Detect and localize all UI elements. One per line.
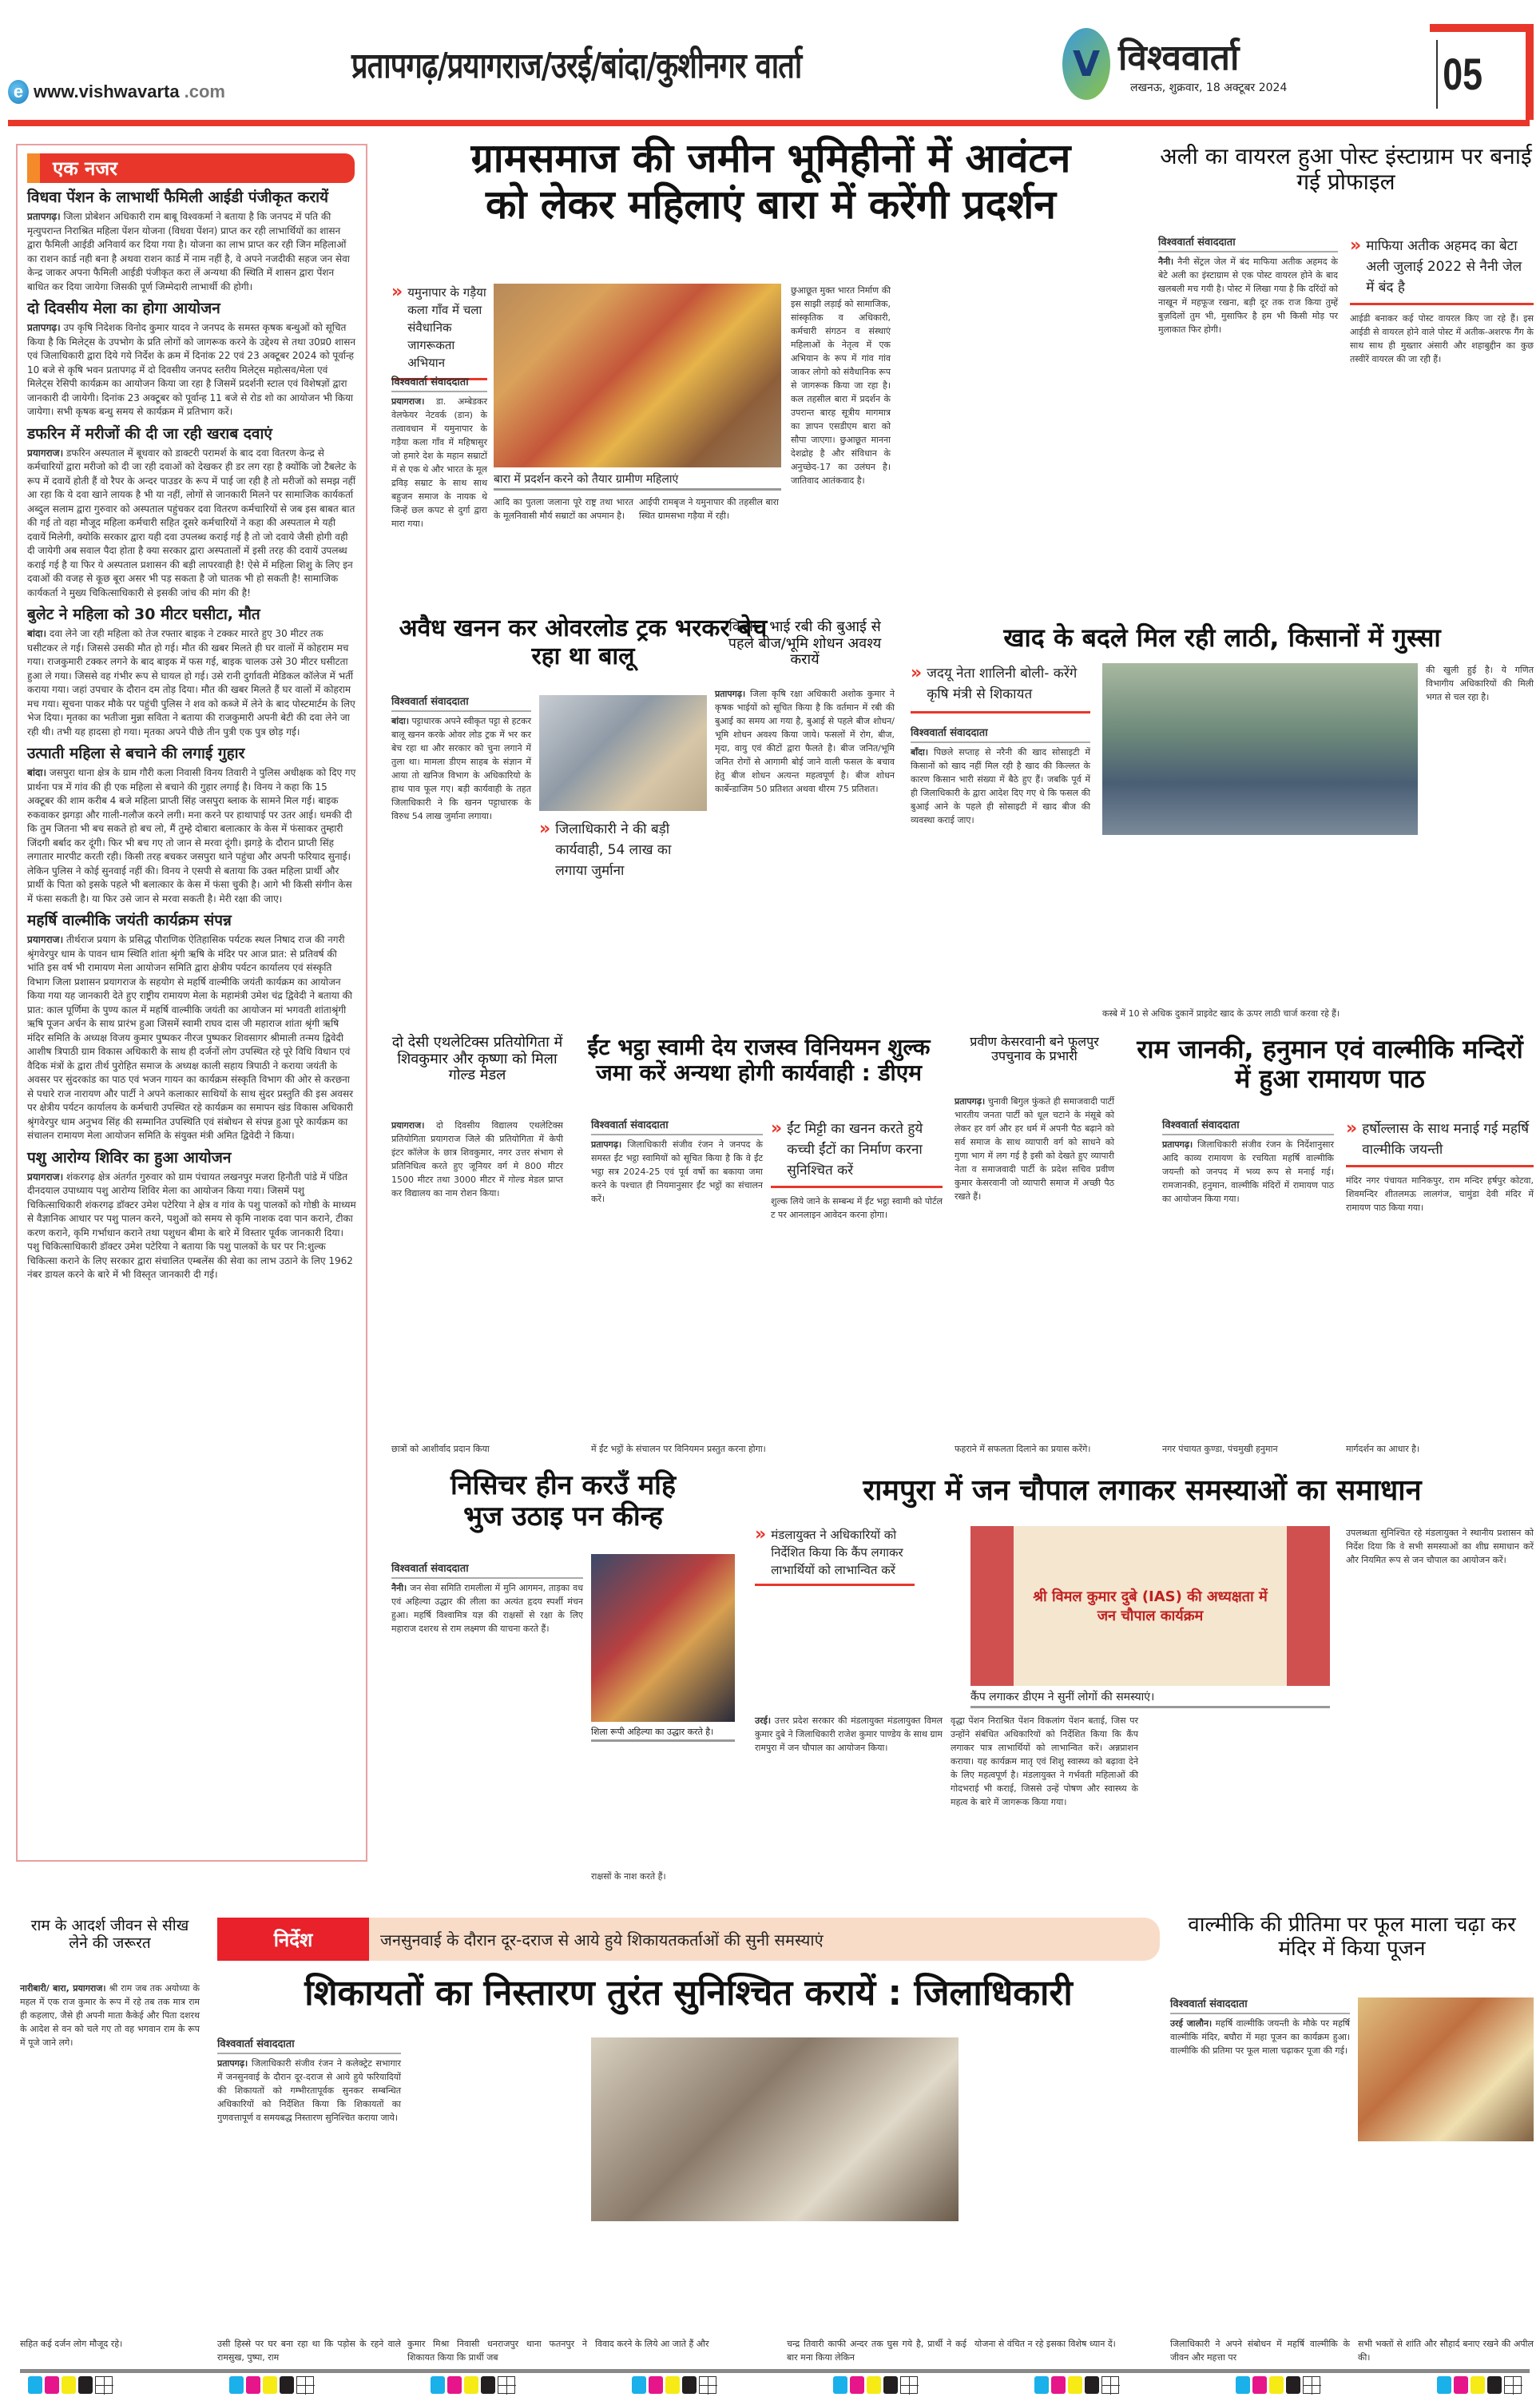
rampura-subhead-text: मंडलायुक्त ने अधिकारियों को निर्देशित किया कि कैंप लगाकर लाभार्थियों को लाभान्वित करें	[771, 1528, 903, 1577]
farmer-headline: किसान भाई रबी की बुआई से पहले बीज/भूमि शोधन अवश्य करायें	[728, 618, 882, 669]
lead-body-col3: छुआछूत मुक्त भारत निर्माण की इस साझी लड़ाई को सामाजिक, सांस्कृतिक व अधिकारी, कर्मचारी संगठन व संस्थाएं महिलाओं के नेतृत्व में एक अभियान के रूप में गांव गांव जाकर लोगो को संवैधानिक रूप से जागरूक किया जा रहा है। कल तहसील बारा में प्रदर्शन के उपरान्त बारह सूत्रीय मागमात्र का ज्ञापन एसडीएम बारा को सौपा जाएगा। छुआछूत मानना देशद्रोह है और संविधान के अनुच्छेद-17 का उलंघन है। जातिवाद आतंकवाद है।	[791, 285, 891, 486]
cmyk-mark	[431, 2377, 515, 2393]
brief-body: जसपुरा थाना क्षेत्र के ग्राम गौरी कला निवासी विनय तिवारी ने पुलिस अधीक्षक को दिए गए प्रार्थना पत्र में गांव की ही एक महिला से बचाने की गुहार लगाई है। विनय ने कहा कि 15 अक्टूबर की शाम करीब 4 बजे महिला प्राप्ती सिंह जसपुरा ब्लाक के सामने मिल गई। बाइक रुकवाकर झगड़ा और गाली-गलौज करने लगी। मना करने पर हाथापाई पर उतर आई। धमकी दी कि तुम जितना भी बच सकते हो बच लो, मैं तुम्हे दोबारा बलात्कार के केस में फंसाकर तुम्हारी जिंदगी बर्बाद कर दूंगी। फिर भी बच गए तो जान से मरवा दूंगी। झगड़े के दौरान प्राप्ती सिंह लगातार मारपीट करती रही। किसी तरह बचकर जसपुरा थाने पहुंचा और अपनी फरियाद सुनाई। लेकिन पुलिस ने कोई सुनवाई नहीं की। विनय ने एसपी से बताया कि उक्त महिला प्रार्थी और प्रार्थी के पिता को इसके पहले भी बलात्कार के केस में फंसा चुकी है। आगे भी किसी संगीन केस में फंसा सकती है। या फिर उसे जान से मरवा सकती है। मेरी रक्षा की जाए।	[27, 767, 356, 904]
body-text: पट्टाधारक अपने स्वीकृत पट्टा से हटकर बालू खनन करके ओवर लोड ट्रक में भर कर बेच रहा था और सरकार को चुना लगाने में तुला था। मामला डीएम साहब के संज्ञान में आया तो खनिज विभाग के अधिकारियो के हाथ पाव फूल गए। बड़ी कार्यवाही के तहत जिलाधिकारी ने कि खनन पट्टाधारक के विरुध 54 लाख जुर्माना लगाया।	[391, 716, 531, 821]
brief-story	[27, 299, 356, 419]
complaints-footer1: उसी हिस्से पर घर बना रहा था कि पड़ोस के रहने वाले रामसुख, पुष्पा, राम	[217, 2339, 401, 2363]
nirdesh-tag: निर्देश	[217, 1918, 369, 1961]
complaints-footer4: चन्द्र तिवारी काफी अन्दर तक घुस गये है, प्रार्थी ने कई बार मना किया लेकिन	[787, 2339, 966, 2363]
byline: विश्ववार्ता संवाददाता	[391, 695, 531, 712]
ramayan-body2: मंदिर नगर पंचायत मानिकपुर, राम मन्दिर हर्षपुर कोटवा, शिवमन्दिर शीतलमऊ लालगंज, चामुंडा देवी मंदिर में रामायण पाठ किया गया।	[1346, 1175, 1534, 1213]
chevron-right-icon: »	[755, 1524, 767, 1544]
registration-mark-icon	[498, 2376, 515, 2394]
nisichar-footer1: राक्षसों के नाश करते हैं।	[591, 1871, 666, 1882]
nirdesh-banner	[217, 1918, 1160, 1961]
chevron-right-icon: »	[771, 1119, 783, 1139]
ramayan-subhead-text: हर्षोल्लास के साथ मनाई गई महर्षि वाल्मीकि जयन्ती	[1362, 1121, 1530, 1158]
dateline: प्रतापगढ़।	[715, 689, 746, 699]
registration-mark-icon	[1303, 2376, 1320, 2394]
valmiki-pujan-footer2: सभी भक्तों से शांति और सौहार्द बनाए रखने की अपील की।	[1358, 2339, 1534, 2363]
fertilizer-headline: खाद के बदले मिल रही लाठी, किसानों में गुस्सा	[1003, 622, 1441, 653]
page-number-divider	[1436, 40, 1438, 109]
lead-photo	[494, 284, 781, 467]
ram-adarsh-footer: सहित कई दर्जन लोग मौजूद रहे।	[20, 2339, 123, 2349]
brief-story	[27, 188, 356, 294]
brief-headline: उत्पाती महिला से बचाने की लगाई गुहार	[27, 745, 245, 762]
lead-body-bottom2: आईपी रामबृज ने यमुनापार की तहसील बारा स्थित ग्रामसभा गड़ैया में रही।	[639, 497, 779, 521]
rampura-subhead	[755, 1526, 915, 1586]
chevron-right-icon: »	[539, 819, 551, 839]
mining-photo	[539, 695, 707, 811]
dateline: नैनी।	[391, 1583, 407, 1593]
dateline: प्रतापगढ़।	[1162, 1139, 1193, 1150]
praveen-footer: फहराने में सफलता दिलाने का प्रयास करेंगे।	[955, 1444, 1091, 1454]
fertilizer-body2: की खुली हुई है। ये गणित विभागीय अधिकारियों की मिली भगत से चल रहा है।	[1426, 665, 1534, 702]
lead-subhead	[391, 284, 487, 380]
ramayan-footer1: नगर पंचायत कुण्डा, पंचमुखी हनुमान	[1162, 1444, 1278, 1454]
body-text: दो दिवसीय विद्यालय एथलेटिक्स प्रतियोगिता प्रयागराज जिले की प्रतियोगिता में केपी इंटर कॉलेज के छात्र शिवकुमार, नगर उत्तर संभाग से प्रतिनिधित्व करते हुए जूनियर वर्ग मे 800 मीटर 1500 मीटर तथा 3000 मीटर में गोल्ड मेडल प्राप्त कर विद्यालय का नाम रोशन किया।	[391, 1120, 563, 1199]
brief-headline: दो दिवसीय मेला का होगा आयोजन	[27, 300, 220, 317]
mining-subhead	[539, 819, 707, 881]
ek-nazar-box	[16, 144, 367, 1862]
brief-dateline: प्रयागराज।	[27, 934, 64, 945]
nisichar-story-body	[391, 1562, 583, 1636]
registration-mark-icon	[900, 2376, 918, 2394]
brief-headline: विधवा पेंशन के लाभार्थी फैमिली आईडी पंजीकृत करायें	[27, 189, 329, 206]
praveen-story-body	[955, 1095, 1114, 1203]
fertilizer-subhead	[911, 663, 1090, 714]
cmyk-mark	[1236, 2377, 1320, 2393]
complaints-footer3: विवाद करने के लिये आ जाते हैं और	[595, 2339, 709, 2349]
cmyk-mark	[229, 2377, 314, 2393]
brief-story	[27, 744, 356, 906]
dateline: उरई।	[755, 1715, 772, 1726]
nisichar-photo-caption: शिला रूपी अहिल्या का उद्धार करते है।	[591, 1724, 735, 1742]
chevron-right-icon: »	[911, 663, 923, 683]
dateline: नारीबारी/ बारा, प्रयागराज।	[20, 1983, 106, 1994]
rampura-photo-banner: श्री विमल कुमार दुबे (IAS) की अध्यक्षता में जन चौपाल कार्यक्रम	[1033, 1588, 1268, 1624]
dateline: बांदा।	[391, 716, 409, 726]
lead-photo-caption: बारा में प्रदर्शन करने को तैयार ग्रामीण महिलाएं	[494, 470, 781, 491]
dateline: प्रयागराज।	[391, 396, 425, 407]
brief-headline: डफरिन में मरीजों की दी जा रही खराब दवाएं	[27, 424, 272, 443]
fertilizer-photo	[1102, 663, 1418, 835]
nisichar-headline	[391, 1470, 735, 1532]
brief-dateline: प्रयागराज।	[27, 447, 64, 459]
fertilizer-subhead-text: जदयू नेता शालिनी बोली- करेंगे कृषि मंत्री से शिकायत	[927, 666, 1078, 702]
byline: विश्ववार्ता संवाददाता	[391, 376, 487, 392]
cmyk-mark	[1034, 2377, 1119, 2393]
ramayan-footer2: मार्गदर्शन का आधार है।	[1346, 1444, 1420, 1454]
ramayan-story-body	[1162, 1119, 1334, 1206]
issue-dateline: लखनऊ, शुक्रवार, 18 अक्टूबर 2024	[1130, 81, 1288, 94]
rampura-body3: उपलब्धता सुनिश्चित रहे मंडलायुक्त ने स्थानीय प्रशासन को निर्देश दिया कि वे सभी समस्याओं का शीघ्र समाधान करें और नियमित रूप से जन चौपाल का आयोजन करें।	[1346, 1528, 1534, 1565]
body-text: पिछले सप्ताह से नरैनी की खाद सोसाइटी में किसानों को खाद नहीं मिल रही है खाद की किल्लत के कारण किसान भारी संख्या में बैठे हुए हैं। जबकि पूर्व में ही जिलाधिकारी के द्वारा आदेश दिए गए थे कि फसल की बुआई आने के पहले ही सोसाइटी में खाद बीज की व्यवस्था कराई जाए।	[911, 747, 1091, 825]
byline: विश्ववार्ता संवाददाता	[591, 1119, 763, 1135]
complaints-footer5: योजना से वंचित न रहे इसका विशेष ध्यान दें।	[974, 2339, 1116, 2349]
rampura-headline: रामपुरा में जन चौपाल लगाकर समस्याओं का समाधान	[863, 1474, 1422, 1507]
brief-body: दवा लेने जा रही महिला को तेज रफ्तार बाइक ने टक्कर मारते हुए 30 मीटर तक घसीटकर ले गई। जिससे उसकी मौत हो गई। मौत की खबर मिलते ही घर वालों में कोहराम मच गया। राजकुमारी टक्कर लगने के बाद बाइक में फस गई, बाइक चालक उसे 30 मीटर घसीटता हुआ ले गया। जिससे वह गंभीर रूप से घायल हो गई। उसे रानी दुर्गावती मेडिकल कॉलेज में भर्ती कराया गया। जहां उपचार के दौरान दम तोड़ दिया। मौत की खबर मिलते हैं घर वालों में कोहराम मच गया। सूचना पाकर मौके पर पहुंची पुलिस ने शव को कब्जे में लेने के बाद पोस्टमार्टम के लिए भेज दिया। मृतका का भतीजा मुन्ना सविता ने बताया की राजकुमारी अपनी बेटी की दवा लेने जा रही थी। तभी यह हादसा हो गया। मृतका अपने पीछे तीन पुत्री एक पुत्र छोड़ गई।	[27, 628, 355, 737]
athletics-headline: दो देसी एथलेटिक्स प्रतियोगिता में शिवकुमार और कृष्णा को मिला गोल्ड मेडल	[391, 1034, 563, 1084]
rampura-body2: वृद्धा पेंशन निराश्रित पेंशन विकलांग पेंशन बताई, जिस पर उन्होंने संबंधित अधिकारियों को निर्देशित किया कि कैंप लगाकर पात्र लाभार्थियों को लाभान्वित करें। अन्नप्राशन कराया। यह कार्यक्रम मातृ एवं शिशु स्वास्थ्य को बढ़ावा देने के लिए महत्वपूर्ण है। मंडलायुक्त ने गर्भवती महिलाओं की गोदभराई भी कराई, जिससे उन्हें पोषण और स्वास्थ्य के महत्व के बारे में जागरूक किया गया।	[951, 1715, 1138, 1807]
ali-headline: अली का वायरल हुआ पोस्ट इंस्टाग्राम पर बनाई गई प्रोफाइल	[1160, 143, 1532, 196]
dateline: नैनी।	[1158, 256, 1174, 267]
ram-adarsh-body	[20, 1982, 200, 2049]
brief-dateline: बांदा।	[27, 767, 46, 778]
website-link[interactable]	[8, 80, 225, 104]
nisichar-headline-line2: भुज उठाइ पन कीन्ह	[463, 1501, 663, 1533]
ramayan-headline: राम जानकी, हनुमान एवं वाल्मीकि मन्दिरों में हुआ रामायण पाठ	[1137, 1034, 1523, 1094]
browser-e-icon: e	[8, 80, 29, 104]
brief-body: शंकरगढ़ क्षेत्र अंतर्गत गुरुवार को ग्राम पंचायत लखनपुर मजरा हिनौती पांडे में पंडित दीनदयाल उपाध्याय पशु आरोग्य शिविर मेला का आयोजन किया गया। जिसमें पशु चिकित्साधिकारी शंकरगढ़ डॉक्टर उमेश पटेरिया ने क्षेत्र व गांव के पशु पालकों को गोष्ठी के माध्यम से वैज्ञानिक आधार पर पशु पालन करने, पशुओं को समय से कृमि नाशक दवा पान कराने, टीका करण कराने, कृमि गर्भाधान कराने तथा पशुधन बीमा के बारे में विस्तार पूर्वक जानकारी दिया। पशु चिकित्साधिकारी डॉक्टर उमेश पटेरिया ने बताया कि पशु पालकों के घर पर नि:शुल्क चिकित्सा कराने के लिए सरकार द्वारा संचालित एम्बलेंस की सेवा का लाभ उठाने के लिए 1962 नंबर डायल करने के बारे में भी विस्तृत जानकारी दी गई।	[27, 1171, 356, 1280]
brief-dateline: बांदा।	[27, 628, 46, 639]
ram-adarsh-headline: राम के आदर्श जीवन से सीख लेने की जरूरत	[30, 1917, 189, 1952]
chevron-right-icon: »	[1346, 1119, 1358, 1139]
valmiki-pujan-headline: वाल्मीकि की प्रीतिमा पर फूल माला चढ़ा कर मंदिर में किया पूजन	[1188, 1913, 1516, 1961]
byline: विश्ववार्ता संवाददाता	[1170, 1998, 1350, 2014]
ali-story-side	[1350, 236, 1534, 366]
brief-body: जिला प्रोबेशन अधिकारी राम बाबू विश्वकर्मा ने बताया है कि जनपद में पति की मृत्युपरान्त निराश्रित महिला पेंशन योजना (विधवा पेंशन) प्राप्त कर रही लाभार्थियों का शासन द्वारा फैमिली आईडी अनिवार्य कर दिया गया है। योजना का लाभ प्राप्त कर रही जिन महिलाओं का राशन कार्ड नही बना है अथवा राशन कार्ड में नाम नहीं है, वे अपने नजदीकी सहज जन सेवा केन्द्र जाकर अपना फैमिली आईडी पंजीकृत करा लें अन्यथा की स्थिति में शासन द्वारा पेंशन बाधित कर दिया जायेगा जिसकी पूर्ण जिम्मेदारी लाभार्थी की होगी।	[27, 211, 350, 292]
mining-headline: अवैध खनन कर ओवरलोड ट्रक भरकर बेच रहा था बालू	[399, 614, 768, 670]
cmyk-mark	[632, 2377, 716, 2393]
page-number: 05	[1443, 49, 1483, 99]
ramayan-story-side	[1346, 1119, 1534, 1214]
body-text: जिलाधिकारी संजीव रंजन ने जनपद के समस्त ईंट भट्ठा स्वामियों को सूचित किया है कि वे ईंट भट्ठा सत्र 2024-25 एवं पूर्व वर्षो का बकाया जमा करने के पश्चात ही नियमानुसार ईंट भट्ठों का संचालन करें।	[591, 1139, 763, 1204]
brick-story-body	[591, 1119, 763, 1206]
byline: विश्ववार्ता संवाददाता	[911, 726, 1090, 743]
fertilizer-story-body	[911, 726, 1090, 827]
valmiki-pujan-footer1: जिलाधिकारी ने अपने संबोधन में महर्षि वाल्मीकि के जीवन और महत्ता पर	[1170, 2339, 1350, 2363]
complaints-footer2: कुमार मिश्रा निवासी धनराजपुर थाना फतनपुर ने शिकायत किया कि प्रार्थी जब	[407, 2339, 587, 2363]
fertilizer-story-side	[911, 663, 1090, 827]
dateline: बाँदा।	[911, 747, 928, 757]
mining-subhead-text: जिलाधिकारी ने की बड़ी कार्यवाही, 54 लाख का लगाया जुर्माना	[555, 821, 672, 879]
header-rule	[8, 120, 1530, 126]
lead-headline-line2: को लेकर महिलाएं बारा में करेंगी प्रदर्शन	[486, 181, 1056, 228]
cmyk-mark	[28, 2377, 113, 2393]
byline: विश्ववार्ता संवाददाता	[217, 2037, 401, 2054]
lead-subhead-text: यमुनापार के गड़ैया कला गाँव में चला संवैधानिक जागरूकता अभियान	[407, 285, 486, 370]
brief-headline: पशु आरोग्य शिविर का हुआ आयोजन	[27, 1148, 232, 1167]
nisichar-photo	[591, 1554, 735, 1722]
nisichar-headline-line1: निसिचर हीन करउँ महि	[450, 1469, 677, 1501]
body-text: जन सेवा समिति रामलीला में मुनि आगमन, ताड़का वध एवं अहिल्या उद्धार की लीला का अत्यंत हृदय स्पर्शी मंचन हुआ। महर्षि विश्वामित्र यज्ञ की राक्षसों से रक्षा के लिए महाराज दशरथ से राम लक्ष्मण की याचना करते हैं।	[391, 1583, 583, 1634]
ali-story-body	[1158, 236, 1338, 336]
brief-body: डफरिन अस्पताल में बूधवार को डाक्टरी परामर्श के बाद दवा वितरण केन्द्र से कर्मचारियों द्वारा मरीजो को दी जा रही दवाओं को देखकर ही डर लग रहा है क्योंकि जो टैबलेट के रूप में दवायें होती हैं वो रैपर के अन्दर पाउडर के रूप में पाई जा रही है तो मरीजों को समझ नहीं आ रहा कि ये दवा खाने लायक है भी या नहीं, लोगों से जानकारी मिलने पर सामाजिक कार्यकर्ता अब्दुल सलाम द्वारा गुरुवार को अस्पताल पहुंचकर दवा वितरण कर्मचारियों से जब इस बाबत बात की गई तो वहा मौजूद महिला कर्मचारी सहित दूसरे कर्मचारियों ने कहा की अस्पताल मे यही दवायें मिलेगी, क्योकि सरकार द्वारा यही दवा उपलब्ध कराई गई है तो जो दवाये जैसी होगी वही दी जायेगी अब सवाल पैदा होता है क्या सरकार द्वारा अस्पतालों में इसी तरह की दवायें उपलब्ध कराई गई है या फिर ये अस्पताल प्रशासन की बड़ी लापरवाही है! ऐसे में महिला शिशु के लिए इन दवाओं की वजह से कूछ बूरा असर भी पड़ सकता है जो घातक भी हो सकती है! सामाजिक कार्यकर्ता ने मुख्य चिकित्साधिकारी से इसकी जांच की मांग की है!	[27, 447, 356, 598]
athletics-footer: छात्रों को आशीर्वाद प्रदान किया	[391, 1444, 490, 1454]
brief-story	[27, 911, 356, 1143]
body-text: उत्तर प्रदेश सरकार की मंडलायुक्त मंडलायुक्त विमल कुमार दुबे ने जिलाधिकारी राजेश कुमार पाण्डेय के साथ ग्राम रामपुरा में जन चौपाल का आयोजन किया।	[755, 1715, 943, 1753]
dateline: प्रतापगढ़।	[591, 1139, 622, 1150]
body-text: नैनी सेंट्रल जेल में बंद माफिया अतीक अहमद के बेटे अली का इंस्टाग्राम से एक पोस्ट वायरल होने के बाद खलबली मच गयी है। पोस्ट में लिखा गया है कि दरिंदों को नाखून में महफूज रखना, बड़ी दूर तक राज किया तुम्हें बुज़दिलों तुम भी, मुसाफिर है हम भी किसी मोड़ पर मुलाकात फिर होगी।	[1158, 256, 1339, 335]
body-text: चुनावी बिगुल फुंकते ही समाजवादी पार्टी भारतीय जनता पार्टी को धूल चटाने के मंसूबे को लेकर हर वर्ग और हर धर्म में अपनी पैठ बढ़ाने को सर्व समाज के साथ व्यापारी वर्ग को साधने को गुणा भाग में लग गई है इसी को देखते हुए व्यापारी नेता व समाजवादी पार्टी के प्रदेश सचिव प्रवीण कुमार केसरवानी जो व्यापारी समाज में अच्छी पैठ रखते हैं।	[955, 1096, 1114, 1202]
brand-name: विश्ववार्ता	[1118, 38, 1240, 78]
dateline: उरई जालौन।	[1170, 2018, 1213, 2029]
lead-headline	[391, 136, 1150, 228]
brand-logo-icon: V	[1062, 28, 1110, 100]
registration-mark-icon	[1101, 2376, 1119, 2394]
brief-story	[27, 605, 356, 739]
mining-story-body	[391, 695, 531, 823]
chevron-right-icon: »	[1350, 236, 1362, 256]
body-text: डा. अम्बेडकर वेलफेयर नेटवर्क (डान) के तत्वावधान में यमुनापार के गड़ैया कला गाँव में महिषासुर जो हमारे देश के महान सम्राटों में से एक थे और भारत के मूल द्रविड़ सम्राट के साथ साथ बहुजन समाज के नायक थे जिन्हें छल कपट से दुर्गा द्वारा मारा गया।	[391, 396, 487, 529]
complaints-story-body	[217, 2037, 401, 2125]
body-text: जिला कृषि रक्षा अधिकारी अशोक कुमार ने कृषक भाईयों को सूचित किया है कि वर्तमान में रबी की बुआई का समय आ गया है, बुआई से पहले बीज शोधन/भूमि शोधन अवश्य किया जाये। फसलों में रोग, बीज, मृदा, वायु एवं कीटों द्वारा फैलते है। बीज जनित/भूमि जनित रोगों से आगामी बोई जाने वाली फसल के बचाव हेतु बीज शोधन अत्यन्त महत्वपूर्ण है। बीज शोधन कार्बेन्डाजिम 50 प्रतिशत अथवा थीरम 75 प्रतिशत।	[715, 689, 895, 794]
dateline: प्रतापगढ़।	[955, 1096, 986, 1107]
ek-nazar-label: एक नजर	[27, 153, 355, 183]
brick-headline: ईंट भट्ठा स्वामी देय राजस्व विनियमन शुल्क जमा करें अन्यथा होगी कार्यवाही : डीएम	[587, 1034, 931, 1087]
masthead	[0, 0, 1540, 120]
registration-mark-icon	[95, 2376, 113, 2394]
website-tld: .com	[184, 81, 225, 101]
ali-body2: आईडी बनाकर कई पोस्ट वायरल किए जा रहे हैं। इस आईडी से वायरल होने वाले पोस्ट में अतीक-अशरफ गैंग के साथ साथ ही मुख्तार अंसारी और शहाबुद्दीन का कुछ तस्वीरें वायरल की जा रही हैं।	[1350, 313, 1534, 364]
brief-story	[27, 424, 356, 601]
body-text: जिलाधिकारी संजीव रंजन के निर्देशानुसार आदि काव्य रामायण के रचयिता महर्षि वाल्मीकि जयन्ती को जनपद में भव्य रूप से मनाई गई। रामजानकी, हनुमान, वाल्मीकि मंदिरों में रामायण पाठ का आयोजन किया गया।	[1162, 1139, 1334, 1204]
dateline: प्रतापगढ़।	[217, 2058, 248, 2069]
lead-story-col1	[391, 284, 487, 380]
complaints-headline: शिकायतों का निस्तारण तुरंत सुनिश्चित करायें : जिलाधिकारी	[304, 1973, 1073, 2013]
ali-subhead-text: माफिया अतीक अहमद का बेटा अली जुलाई 2022 से नैनी जेल में बंद है	[1366, 238, 1522, 296]
praveen-headline: प्रवीण केसरवानी बने फूलपुर उपचुनाव के प्रभारी	[970, 1034, 1099, 1064]
body-text: श्री राम जब तक अयोध्या के महल में एक राज कुमार के रूप में रहे तब तक मात्र राम ही कहलाए, जैसे ही अपनी माता कैकेई और पिता दशरथ के आदेश से वन को चले गए तो वह भगवान राम के रूप में पूजे जाने लगे।	[20, 1983, 200, 2048]
brief-headline: बुलेट ने महिला को 30 मीटर घसीटा, मौत	[27, 606, 260, 623]
lead-body-bottom1: आदि का पुतला जलाना पूरे राष्ट्र तथा भारत के मूलनिवासी मौर्य सम्राटों का अपमान है।	[494, 497, 633, 521]
byline: विश्ववार्ता संवाददाता	[1158, 236, 1338, 252]
print-color-bar	[20, 2369, 1530, 2397]
rampura-photo	[970, 1526, 1330, 1686]
brief-headline: महर्षि वाल्मीकि जयंती कार्यक्रम संपन्न	[27, 912, 232, 929]
complaints-photo	[591, 2037, 959, 2221]
website-text: www.vishwavarta	[34, 81, 180, 101]
byline: विश्ववार्ता संवाददाता	[1162, 1119, 1334, 1135]
brief-dateline: प्रतापगढ़।	[27, 211, 61, 222]
athletics-story-body	[391, 1119, 563, 1200]
farmer-story-body	[715, 687, 895, 796]
brief-body: उप कृषि निदेशक विनोद कुमार यादव ने जनपद के समस्त कृषक बन्धुओं को सूचित किया है कि मिलेट्स के उपभोग के प्रति लोगों को जागरूक करने के उद्देश्य से तथा उ0प्र0 शासन एवं जिलाधिकारी द्वारा दिये गये निर्देश के क्रम में दिनांक 22 एवं 23 अक्टूबर 2024 को पूर्वान्ह 10 बजे से कृषि भवन प्रतापगढ़ में दो दिवसीय जनपद स्तरीय मिलेट्स महोत्सव/मेला एवं मिलेट्स रेसिपी कार्यक्रम का आयोजन किया जा रहा है जिसमें प्रदर्शनी स्टाल एवं विशेषज्ञों द्वारा जानकारी दी जायेगी। दिनांक 23 अक्टूबर को पूर्वान्ह 11 बजे से रोड शो का आयोजन भी किया जायेगा। सभी कृषक बन्धु समय से कार्यक्रम में प्रतिभाग करें।	[27, 322, 356, 417]
dateline: प्रयागराज।	[391, 1120, 425, 1131]
brief-story	[27, 1148, 356, 1282]
registration-mark-icon	[1504, 2376, 1522, 2394]
valmiki-pujan-body	[1170, 1998, 1350, 2057]
valmiki-pujan-photo	[1358, 1998, 1534, 2141]
brick-story-side	[771, 1119, 943, 1222]
body-text: महर्षि वाल्मीकि जयन्ती के मौके पर महर्षि वाल्मीकि मंदिर, बघौरा में महा पूजन का कार्यक्रम हुआ। वाल्मीकि की प्रतिमा पर फूल माला चढ़ाकर पूजा की गई।	[1170, 2018, 1350, 2056]
region-title: प्रतापगढ़/प्रयागराज/उरई/बांदा/कुशीनगर वार्ता	[351, 46, 802, 86]
brick-subhead-text: ईंट मिट्टी का खनन करते हुये कच्ची ईंटों का निर्माण करना सुनिश्चित करें	[787, 1121, 923, 1179]
fertilizer-footer: कस्बे में 10 से अधिक दुकानें प्राइवेट खाद के ऊपर लाठी चार्ज करवा रहे हैं।	[1102, 1008, 1340, 1019]
ramayan-subhead	[1346, 1119, 1534, 1167]
brick-body2: शुल्क लिये जाने के सम्बन्ध में ईंट भट्ठा स्वामी को पोर्टल ट पर आनलाइन आवेदन करना होगा।	[771, 1196, 943, 1220]
lead-story-body	[391, 376, 487, 531]
byline: विश्ववार्ता संवाददाता	[391, 1562, 583, 1579]
nirdesh-text: जनसुनवाई के दौरान दूर-दराज से आये हुये शिकायतकर्ताओं की सुनी समस्याएं	[380, 1930, 824, 1950]
cmyk-mark	[833, 2377, 918, 2393]
brief-dateline: प्रयागराज।	[27, 1171, 64, 1183]
registration-mark-icon	[296, 2376, 314, 2394]
brief-dateline: प्रतापगढ़।	[27, 322, 61, 333]
rampura-photo-caption: कैंप लगाकर डीएम ने सुनीं लोगों की समस्याएं।	[970, 1687, 1330, 1708]
lead-headline-line1: ग्रामसमाज की जमीन भूमिहीनों में आवंटन	[470, 135, 1071, 181]
chevron-right-icon: »	[391, 282, 403, 302]
registration-mark-icon	[699, 2376, 716, 2394]
brick-subhead	[771, 1119, 943, 1188]
brick-footer: में ईंट भट्ठों के संचालन पर विनियमन प्रस्तुत करना होगा।	[591, 1444, 766, 1454]
brief-body: तीर्थराज प्रयाग के प्रसिद्ध पौराणिक ऐतिहासिक पर्यटक स्थल निषाद राज की नगरी श्रृंगवेरपुर धाम के पावन धाम स्थिति शांता श्रृंगी ऋषि के मंदिर पर आज प्रात: से प्रतिवर्ष की भांति इस वर्ष भी रामायण मेला आयोजन समिति द्वारा क्षेत्रीय पर्यटन कार्यालय एवं संस्कृति विभाग जिला प्रशासन प्रयागराज के सहयोग से महर्षि वाल्मीकि जयंती कार्यक्रम का आयोजन किया गया यह जानकारी देते हुए राष्ट्रीय रामायण मेला के महामंत्री उमेश चंद्र द्विवेदी ने बताया की प्रात: काल पूर्णिमा के पुण्य काल में महर्षि वाल्मीकि जयंती का आयोजन मां भगवती शांताश्रृंगी ऋषि पूजन अर्चन के साथ प्रारंभ हुआ जिसमें स्वामी राघव दास जी महाराज शांता श्रृंगी ऋषि मंदिर समिति के अध्यक्ष विजय कुमार पुष्पकर नीरज पुष्पकर शिवसागर श्रीमाली तन्मय द्विवेदी आशीष त्रिपाठी ग्राम विकास अधिकारी के साथ ही दर्जनों लोग उपस्थित रहे पूरे विधि विधान एवं वैदिक मंत्रों के द्वारा तीर्थ पुरोहित समाज के अध्यक्ष काली सहाय त्रिपाठी ने कराया जयंती के अवसर पर सुंदरकांड का पाठ एवं भजन गायन का कार्यक्रम संस्कृति विभाग की ओर से करछना से पधारे राज नारायण और पार्टी ने अपने कलाकार साथियों के साथ सुंदर प्रस्तुति की इस अवसर पर क्षेत्रीय पर्यटन कार्यालय के कर्मचारी उपस्थित रहे कार्यक्रम का समापन खंड विकास अधिकारी श्रृंगवेरपुर धाम अनुभव सिंह की सम्मानित उपस्थिति एवं संबोधन से संपन्न हुआ पूरे कार्यक्रम का संचालन रामायण मेला आयोजन समिति के संयुक्त मंत्री अमित द्विवेदी ने किया।	[27, 934, 353, 1141]
body-text: जिलाधिकारी संजीव रंजन ने कलेक्ट्रेट सभागार में जनसुनवाई के दौरान दूर-दराज से आये हुये फरियादियों की शिकायतों को गम्भीरतापूर्वक सुनकर सम्बन्धित अधिकारियों को निर्देशित किया कि शिकायतों का गुणवत्तापूर्ण व समयबद्ध निस्तारण सुनिश्चित कराया जाये।	[217, 2058, 402, 2123]
cmyk-mark	[1437, 2377, 1522, 2393]
rampura-story-body	[755, 1714, 943, 1755]
ali-subhead	[1350, 236, 1534, 305]
